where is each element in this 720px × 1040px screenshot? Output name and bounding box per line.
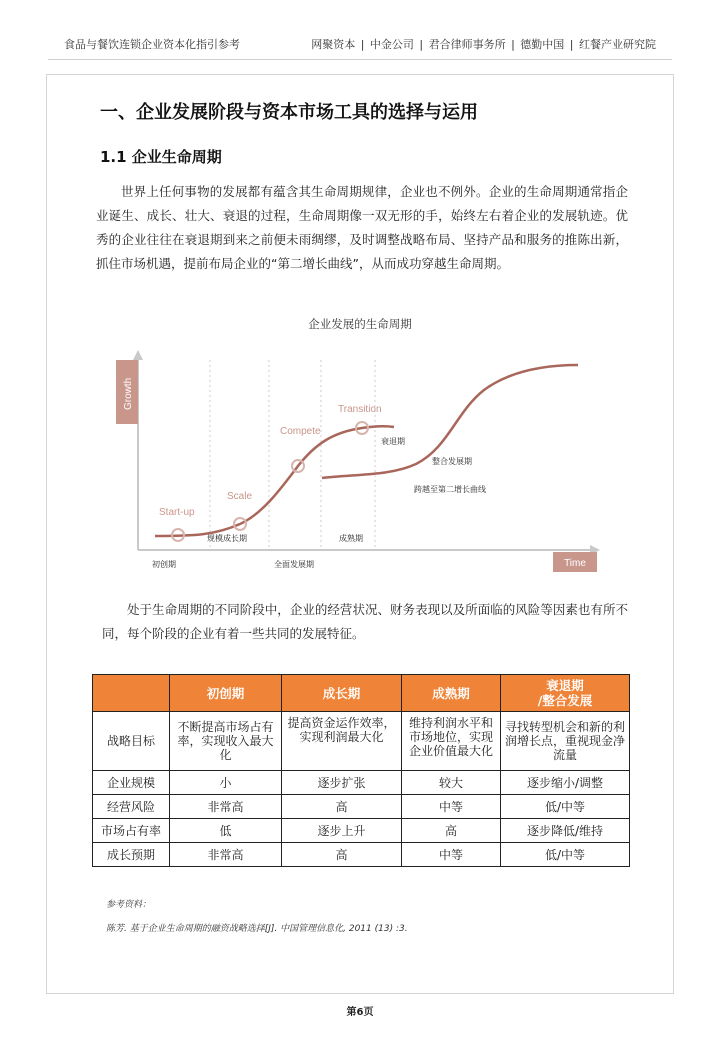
stage-label-growth: 规模成长期 bbox=[207, 534, 247, 543]
stage-label-second-curve: 跨越至第二增长曲线 bbox=[414, 485, 486, 494]
table-cell: 中等 bbox=[402, 795, 501, 819]
references-title: 参考资料： bbox=[106, 900, 152, 910]
table-cell: 逐步缩小/调整 bbox=[501, 771, 630, 795]
table-cell: 寻找转型机会和新的利润增长点，重视现金净流量 bbox=[501, 712, 630, 771]
stage-label-mature: 成熟期 bbox=[339, 534, 363, 543]
table-cell: 低/中等 bbox=[501, 843, 630, 867]
table-row bbox=[93, 843, 630, 867]
y-axis-label: Growth bbox=[123, 377, 134, 410]
table-cell: 维持利润水平和市场地位，实现企业价值最大化 bbox=[402, 712, 501, 771]
table-cell: 提高资金运作效率，实现利润最大化 bbox=[282, 712, 402, 771]
table-row bbox=[93, 771, 630, 795]
references-body: 陈芳. 基于企业生命周期的融资战略选择[J]. 中国管理信息化, 2011 (13) :3. bbox=[106, 924, 408, 934]
table-cell: 小 bbox=[170, 771, 282, 795]
intro-paragraph: 世界上任何事物的发展都有蕴含其生命周期规律，企业也不例外。企业的生命周期通常指企业诞生、成长、壮大、衰退的过程，生命周期像一双无形的手，始终左右着企业的发展轨迹。优秀的企业往往在衰退期到来之前便未雨绸缪，及时调整战略布局、坚持产品和服务的推陈出新，抓住市场机遇，提前布局企业的“第二增长曲线”，从而成功穿越生命周期。 bbox=[96, 184, 628, 271]
point-label-startup: Start-up bbox=[159, 507, 195, 518]
table-row bbox=[93, 795, 630, 819]
lifecycle-stage-table bbox=[92, 674, 630, 867]
table-cell: 中等 bbox=[402, 843, 501, 867]
table-header-cell: 成长期 bbox=[282, 675, 402, 712]
point-label-transition: Transition bbox=[338, 404, 382, 415]
table-row bbox=[93, 712, 630, 771]
table-cell: 高 bbox=[282, 843, 402, 867]
table-row bbox=[93, 819, 630, 843]
table-cell: 不断提高市场占有率，实现收入最大化 bbox=[170, 712, 282, 771]
stage-paragraph: 处于生命周期的不同阶段中，企业的经营状况、财务表现以及所面临的风险等因素也有所不同，每个阶段的企业有着一些共同的发展特征。 bbox=[102, 602, 628, 641]
point-label-compete: Compete bbox=[280, 426, 321, 437]
table-cell: 非常高 bbox=[170, 843, 282, 867]
header-right-organizations: 网聚资本 | 中金公司 | 君合律师事务所 | 德勤中国 | 红餐产业研究院 bbox=[311, 38, 656, 51]
table-cell: 逐步上升 bbox=[282, 819, 402, 843]
y-axis-arrow bbox=[133, 350, 143, 360]
table-header-cell: 成熟期 bbox=[402, 675, 501, 712]
stage-label-decline: 衰退期 bbox=[381, 437, 405, 446]
table-cell: 逐步降低/维持 bbox=[501, 819, 630, 843]
figure-title: 企业发展的生命周期 bbox=[308, 317, 412, 331]
table-cell: 较大 bbox=[402, 771, 501, 795]
table-cell: 逐步扩张 bbox=[282, 771, 402, 795]
header-left-title: 食品与餐饮连锁企业资本化指引参考 bbox=[64, 38, 240, 51]
point-label-scale: Scale bbox=[227, 491, 253, 502]
stage-label-startup: 初创期 bbox=[152, 560, 176, 569]
table-cell: 高 bbox=[282, 795, 402, 819]
table-cell: 非常高 bbox=[170, 795, 282, 819]
table-cell: 低/中等 bbox=[501, 795, 630, 819]
table-header-cell bbox=[93, 675, 170, 712]
table-cell: 低 bbox=[170, 819, 282, 843]
section-title: 一、企业发展阶段与资本市场工具的选择与运用 bbox=[100, 102, 478, 123]
first-growth-curve bbox=[155, 426, 394, 536]
table-header-cell: 初创期 bbox=[170, 675, 282, 712]
stage-label-expansion: 全面发展期 bbox=[274, 560, 314, 569]
x-axis-label: Time bbox=[564, 558, 586, 569]
row-label: 经营风险 bbox=[93, 795, 170, 819]
subsection-title: 1.1 企业生命周期 bbox=[100, 148, 222, 166]
stage-label-integration: 整合发展期 bbox=[432, 457, 472, 466]
page-number: 第6页 bbox=[346, 1007, 374, 1018]
row-label: 企业规模 bbox=[93, 771, 170, 795]
row-label: 市场占有率 bbox=[93, 819, 170, 843]
table-header-cell: 衰退期 /整合发展 bbox=[501, 675, 630, 712]
row-label: 战略目标 bbox=[93, 712, 170, 771]
table-header-row bbox=[93, 675, 630, 712]
table-cell: 高 bbox=[402, 819, 501, 843]
row-label: 成长预期 bbox=[93, 843, 170, 867]
